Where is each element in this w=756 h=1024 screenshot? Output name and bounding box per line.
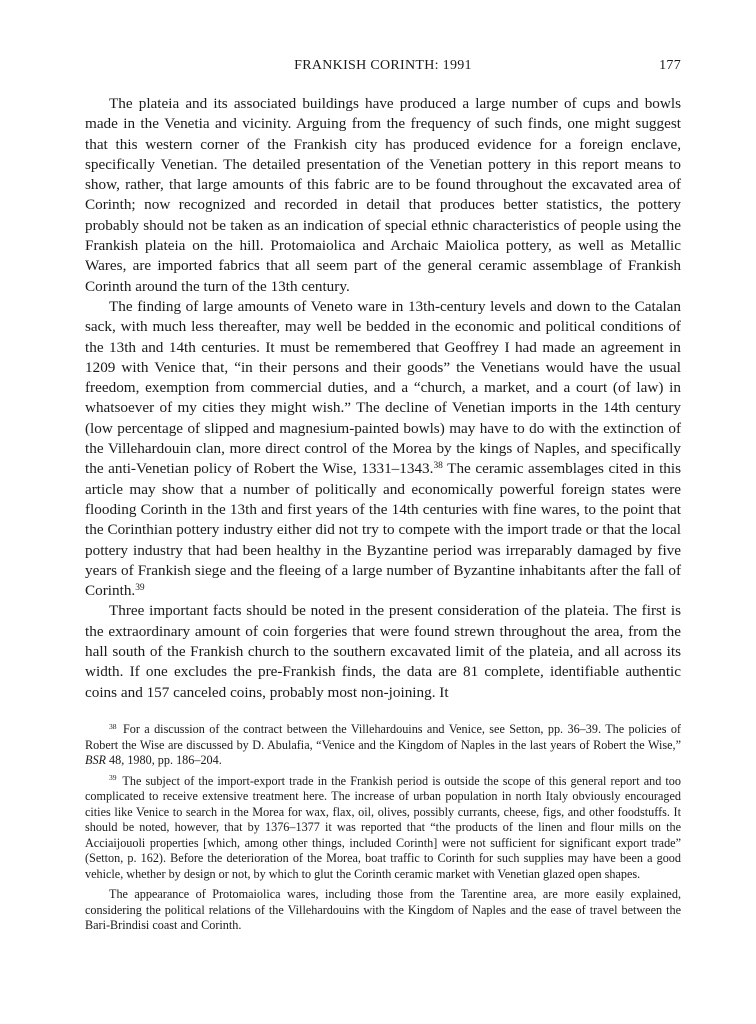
footnote-39-text: The subject of the import-export trade in the Frankish period is outside the scope of this general report and too complicated to receive extensive treatment here. The increase of urban population in north Italy obviously encouraged cities like Venice to search in the Morea for wax, flax, oil, olives, possibly currants, cheese, figs, and other foodstuffs. It should be noted, however, that by 1376–1377 it was reported that “the products of the linen and flour mills on the Acciaijouoli properties [which, among other things, included Corinth] were not sufficient for significant export trade” (Setton, p. 162). Before the deterioration of the Morea, boat traffic to Corinth for such supplies may have been a good vehicle, whether by design or not, by which to glut the Corinth ceramic market with Venetian glazed open shapes.	[85, 773, 681, 881]
paragraph-3: Three important facts should be noted in the present consideration of the plateia. The first is the extraordinary amount of coin forgeries that were found strewn throughout the area, from the hall south of the Frankish church to the southern excavated limit of the plateia, and all across its width. If one excludes the pre-Frankish finds, the data are 81 complete, identifiable authentic coins and 157 canceled coins, probably most non-joining. It	[85, 602, 681, 701]
footnote-39-continuation: The appearance of Protomaiolica wares, including those from the Tarentine area, are more easily explained, considering the political relations of the Villehardouins with the Kingdom of Naples and the ease of travel between the Bari-Brindisi coast and Corinth.	[85, 887, 681, 932]
footnote-38-text-b: 48, 1980, pp. 186–204.	[105, 753, 222, 767]
paragraph-2	[85, 297, 681, 601]
footnote-39	[85, 774, 681, 883]
footnotes	[85, 722, 681, 939]
paragraph-1: The plateia and its associated buildings have produced a large number of cups and bowls made in the Venetia and vicinity. Arguing from the frequency of such finds, one might suggest that this western corner of the Frankish city has produced evidence for a foreign enclave, specifically Venetian. The detailed presentation of the Venetian pottery in this report means to show, rather, that large amounts of this fabric are to be found throughout the excavated area of Corinth; now recognized and recorded in detail that produces better statistics, the pottery probably should not be taken as an indication of special ethnic characteristics of people using the Frankish plateia on the hill. Protomaiolica and Archaic Maiolica pottery, as well as Metallic Wares, are imported fabrics that all seem part of the general ceramic assemblage of Frankish Corinth around the turn of the 13th century.	[85, 95, 681, 295]
paragraph-2-part-1: The finding of large amounts of Veneto ware in 13th-century levels and down to the Catalan sack, with much less thereafter, may well be bedded in the economic and political conditions of the 13th and 14th centuries. It must be remembered that Geoffrey I had made an agreement in 1209 with Venice that, “in their persons and their goods” the Venetians would have the usual freedom, exemption from commercial duties, and a “church, a market, and a court (of law) in whatsoever of my cities they might wish.” The decline of Venetian imports in the 14th century (low percentage of slipped and magnesium-painted bowls) may have to do with the extinction of the Villehardouin clan, more direct control of the Morea by the kings of Naples, and specifically the anti-Venetian policy of Robert the Wise, 1331–1343.	[85, 297, 681, 478]
footnote-38-number: 38	[109, 721, 117, 731]
footnote-ref-39[interactable]: 39	[135, 582, 145, 593]
footnote-ref-38[interactable]: 38	[433, 461, 443, 472]
footnote-38-text-a: For a discussion of the contract between the Villehardouins and Venice, see Setton, pp. 36–39. The policies of Robert the Wise are discussed by D. Abulafia, “Venice and the Kingdom of Naples in the last years of Robert the Wise,”	[85, 722, 681, 752]
body-text	[85, 94, 681, 703]
footnote-38	[85, 722, 681, 769]
running-title: FRANKISH CORINTH: 1991	[294, 58, 472, 73]
paragraph-2-part-2: The ceramic assemblages cited in this article may show that a number of politically and economically powerful foreign states were flooding Corinth in the 13th and first years of the 14th centuries with fine wares, to the point that the Corinthian pottery industry either did not try to compete with the import trade or that the local pottery industry that had been healthy in the Byzantine period was irreparably damaged by five years of Frankish siege and the fleeing of a large number of Byzantine inhabitants after the fall of Corinth.	[85, 460, 682, 600]
footnote-39-number: 39	[109, 773, 117, 783]
footnote-38-journal: BSR	[85, 753, 106, 767]
page-number: 177	[659, 58, 681, 73]
running-head	[85, 58, 681, 78]
